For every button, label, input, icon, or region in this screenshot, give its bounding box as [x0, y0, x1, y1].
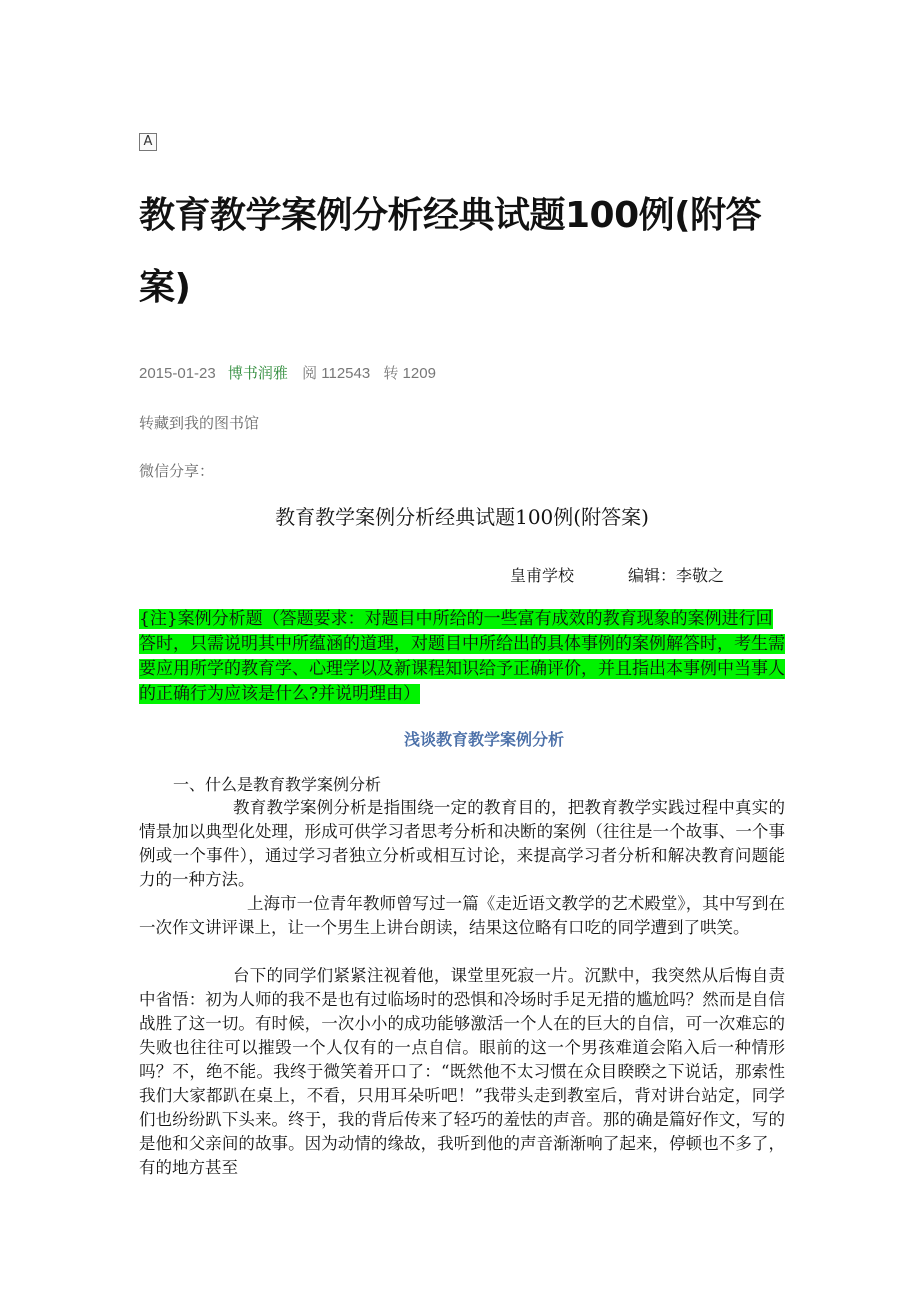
paragraph: 教育教学案例分析是指围绕一定的教育目的，把教育教学实践过程中真实的情景加以典型化处理，形成可供学习者思考分析和决断的案例（往往是一个故事、一个事例或一个事件），通过学习者独立分析或相互讨论，来提高学习者分析和解决教育问题能力的一种方法。 [139, 798, 785, 889]
article-title: 教育教学案例分析经典试题100例(附答案) [139, 195, 762, 308]
publish-date: 2015-01-23 [139, 365, 216, 382]
font-size-toggle-button[interactable]: A [139, 133, 157, 151]
section-heading: 一、什么是教育教学案例分析 [173, 775, 382, 794]
school-editor-line [510, 563, 724, 586]
author-link[interactable]: 博书润雅 [227, 365, 288, 382]
read-count: 阅 112543 [302, 365, 371, 382]
answer-requirements-note [139, 607, 785, 707]
wechat-share-label[interactable]: 微信分享： [139, 463, 215, 480]
section-title: 浅谈教育教学案例分析 [403, 730, 564, 749]
paragraph: 台下的同学们紧紧注视着他，课堂里死寂一片。沉默中，我突然从后悔自责中省悟：初为人师的我不是也有过临场时的恐惧和冷场时手足无措的尴尬吗？然而是自信战胜了这一切。有时候，一次小小的成功能够激活一个人在的巨大的自信，可一次难忘的失败也往往可以摧毁一个人仅有的一点自信。眼前的这一个男孩难道会陷入后一种情形吗？不，绝不能。我终于微笑着开口了：“既然他不太习惯在众目睽睽之下说话，那索性我们大家都趴在桌上，不看，只用耳朵听吧！”我带头走到教室后，背对讲台站定，同学们也纷纷趴下头来。终于，我的背后传来了轻巧的羞怯的声音。那的确是篇好作文，写的是他和父亲间的故事。因为动情的缘故，我听到他的声音渐渐响了起来，停顿也不多了，有的地方甚至 [139, 966, 785, 1177]
document-title: 教育教学案例分析经典试题100例(附答案) [275, 505, 649, 529]
article-meta [139, 362, 436, 383]
save-to-library-link[interactable]: 转藏到我的图书馆 [139, 415, 260, 432]
editor-name: 编辑：李敬之 [628, 566, 725, 585]
paragraph: 上海市一位青年教师曾写过一篇《走近语文教学的艺术殿堂》，其中写到在一次作文讲评课上，让一个男生上讲台朗读，结果这位略有口吃的同学遭到了哄笑。 [139, 894, 785, 937]
highlighted-note-text: {注}案例分析题（答题要求：对题目中所给的一些富有成效的教育现象的案例进行回答时，只需说明其中所蕴涵的道理，对题目中所给出的具体事例的案例解答时，考生需要应用所学的教育学、心理学以及新课程知识给予正确评价，并且指出本事例中当事人的正确行为应该是什么?并说明理由） [139, 609, 785, 704]
school-name: 皇甫学校 [510, 566, 575, 585]
share-count: 转 1209 [383, 365, 436, 382]
